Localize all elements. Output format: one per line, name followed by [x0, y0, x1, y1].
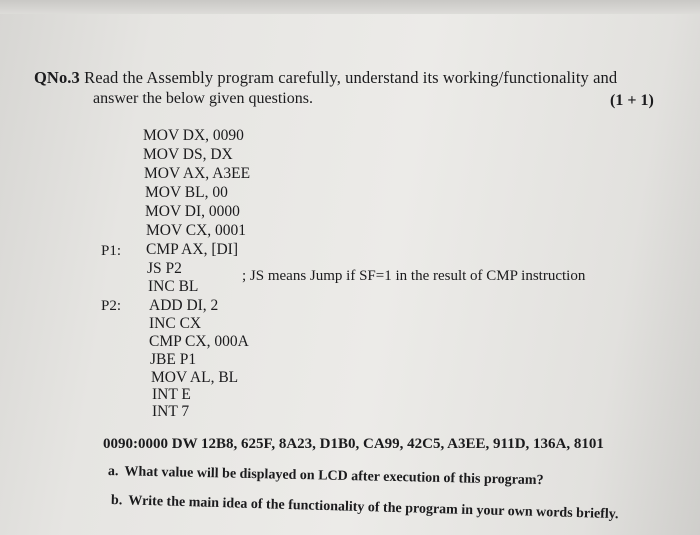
page-edge [0, 0, 700, 14]
sub-question-a [108, 463, 544, 490]
label-p1: P1: [101, 243, 122, 259]
code-line: CMP AX, [DI] [146, 241, 239, 258]
code-line: MOV CX, 0001 [146, 222, 247, 239]
data-definition-line: 0090:0000 DW 12B8, 625F, 8A23, D1B0, CA99, 42C5, A3EE, 911D, 136A, 8101 [103, 436, 604, 452]
code-line: INT 7 [152, 403, 190, 420]
code-line: MOV AX, A3EE [144, 165, 251, 182]
sub-question-b [111, 492, 619, 524]
sub-question-b-text: Write the main idea of the functionality of the program in your own words briefly. [128, 493, 619, 523]
code-line: ADD DI, 2 [149, 297, 219, 314]
code-line: MOV AL, BL [151, 369, 239, 386]
code-comment: ; JS means Jump if SF=1 in the result of CMP instruction [242, 268, 586, 284]
code-line: MOV DI, 0000 [145, 203, 240, 220]
code-line: JS P2 [147, 260, 182, 277]
question-intro-line2: answer the below given questions. [93, 90, 313, 107]
sub-question-b-label: b. [110, 493, 123, 509]
question-number: QNo.3 [34, 68, 80, 87]
code-line: INT E [152, 386, 191, 403]
code-line: MOV DS, DX [143, 146, 233, 163]
code-line: MOV DX, 0090 [143, 127, 244, 144]
label-p2: P2: [101, 298, 122, 314]
code-line: INC CX [149, 315, 202, 332]
question-intro-line1: Read the Assembly program carefully, understand its working/functionality and [84, 68, 618, 87]
question-marks: (1 + 1) [610, 92, 654, 109]
question-heading [34, 69, 617, 87]
code-line: INC BL [148, 278, 199, 295]
sub-question-a-label: a. [107, 464, 119, 480]
sub-question-a-text: What value will be displayed on LCD after execution of this program? [124, 464, 544, 489]
code-line: CMP CX, 000A [149, 333, 249, 350]
code-line: JBE P1 [150, 351, 197, 368]
code-line: MOV BL, 00 [145, 184, 228, 201]
